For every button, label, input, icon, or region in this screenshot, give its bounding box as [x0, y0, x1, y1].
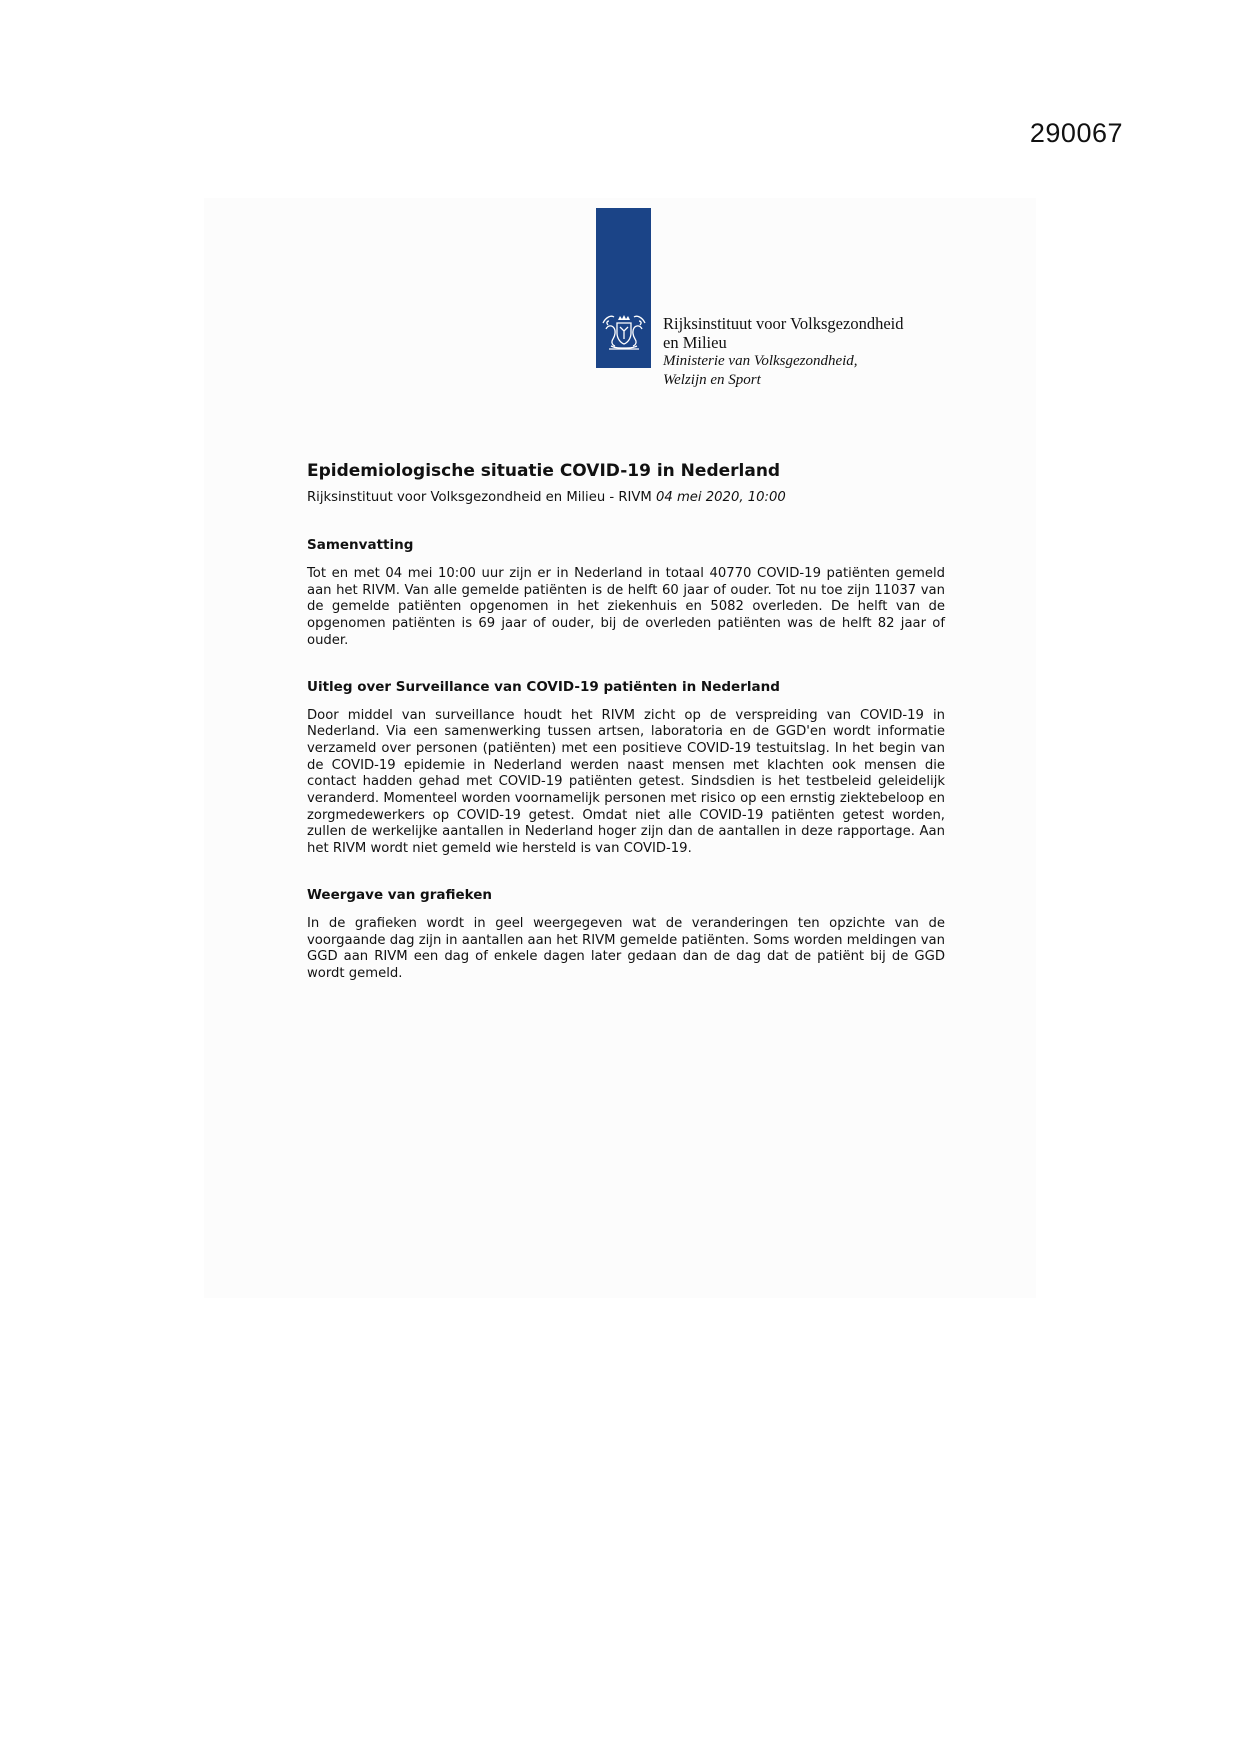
report-source: Rijksinstituut voor Volksgezondheid en Milieu - RIVM	[307, 490, 652, 505]
section-body: In de grafieken wordt in geel weergegeven wat de veranderingen ten opzichte van de voorgaande dag zijn in aantallen aan het RIVM gemelde patiënten. Soms worden meldingen van GGD aan RIVM een dag of enkele dagen later gedaan dan de dag dat de patiënt bij de GGD wordt gemeld.	[307, 915, 945, 981]
section-heading: Weergave van grafieken	[307, 886, 493, 903]
logo-text	[663, 314, 903, 390]
ministry-name-line1: Ministerie van Volksgezondheid,	[663, 353, 858, 369]
organization-name-line2: en Milieu	[663, 333, 727, 352]
royal-coat-of-arms-icon	[600, 311, 648, 355]
section-body: Tot en met 04 mei 10:00 uur zijn er in Nederland in totaal 40770 COVID-19 patiënten gemeld aan het RIVM. Van alle gemelde patiënten is de helft 60 jaar of ouder. Tot nu toe zijn 11037 van de gemelde patiënten opgenomen in het ziekenhuis en 5082 overleden. De helft van de opgenomen patiënten is 69 jaar of ouder, bij de overleden patiënten was de helft 82 jaar of ouder.	[307, 566, 945, 648]
report-content	[307, 460, 945, 983]
section-weergave-grafieken	[307, 886, 945, 983]
section-heading: Samenvatting	[307, 537, 414, 553]
report-date: 04 mei 2020, 10:00	[655, 490, 786, 505]
report-subtitle	[307, 488, 945, 507]
section-body: Door middel van surveillance houdt het RIVM zicht op de verspreiding van COVID-19 in Nederland. Via een samenwerking tussen artsen, laboratoria en de GGD'en wordt informatie verzameld over personen (patiënten) met een positieve COVID-19 testuitslag. In het begin van de COVID-19 epidemie in Nederland werden naast mensen met klachten ook mensen die contact hadden gehad met COVID-19 patiënten getest. Sindsdien is het testbeleid geleidelijk veranderd. Momenteel worden voornamelijk personen met risico op een ernstig ziektebeloop en zorgmedewerkers op COVID-19 getest. Omdat niet alle COVID-19 patiënten getest worden, zullen de werkelijke aantallen in Nederland hoger zijn dan de aantallen in deze rapportage. Aan het RIVM wordt niet gemeld wie hersteld is van COVID-19.	[307, 707, 945, 857]
section-surveillance-uitleg	[307, 678, 945, 858]
section-samenvatting	[307, 536, 945, 650]
ministry-name-line2: Welzijn en Sport	[663, 372, 761, 388]
page-title: Epidemiologische situatie COVID-19 in Nederland	[307, 461, 781, 481]
section-heading: Uitleg over Surveillance van COVID-19 patiënten in Nederland	[307, 678, 780, 695]
document-number: 290067	[1029, 118, 1123, 148]
organization-name-line1: Rijksinstituut voor Volksgezondheid	[663, 314, 904, 333]
